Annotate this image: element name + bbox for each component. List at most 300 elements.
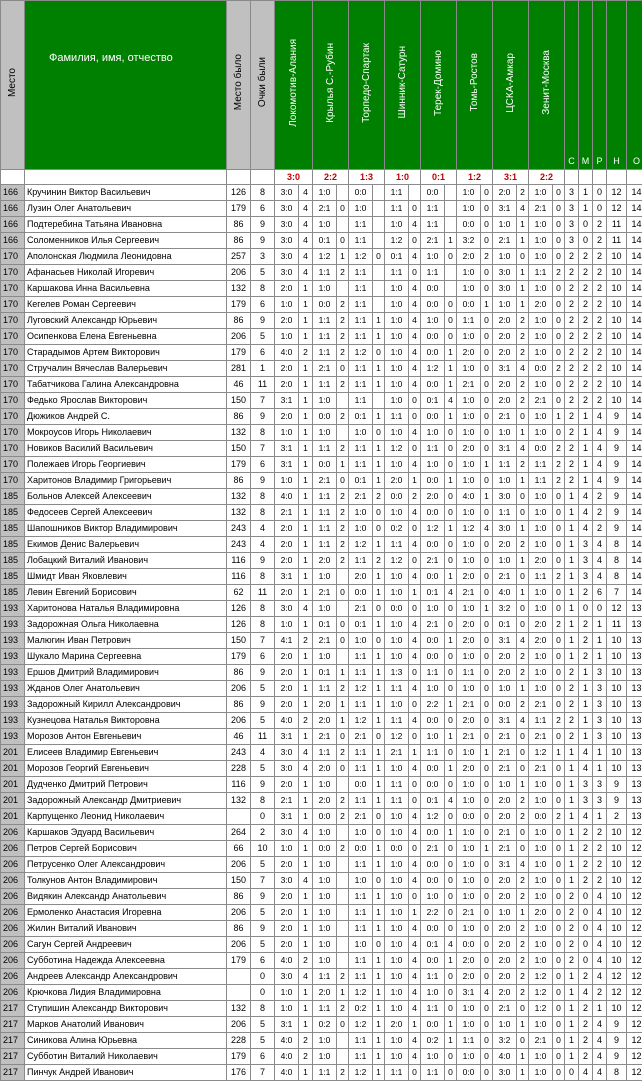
row-prediction: 0:0	[421, 329, 445, 345]
row-stat: 2	[579, 313, 593, 329]
row-prediction-points: 0	[337, 585, 349, 601]
row-prediction: 2:0	[275, 313, 299, 329]
row-stat: 2	[565, 441, 579, 457]
row-prediction: 2:0	[493, 953, 517, 969]
row-prediction: 1:0	[313, 217, 337, 233]
row-name: Шукало Марина Сергеевна	[25, 649, 227, 665]
row-prediction-points	[337, 649, 349, 665]
row-prediction: 1:0	[529, 521, 553, 537]
row-prev-points: 9	[251, 777, 275, 793]
row-stat: 2	[565, 297, 579, 313]
row-prediction-points: 2	[517, 393, 529, 409]
row-prediction: 1:0	[275, 841, 299, 857]
row-prediction: 0:0	[421, 345, 445, 361]
row-prev-place: 132	[227, 1001, 251, 1017]
row-stat: 10	[607, 761, 627, 777]
row-stat: 0	[579, 921, 593, 937]
row-prediction-points: 4	[299, 873, 313, 889]
row-prediction-points: 2	[337, 521, 349, 537]
row-prediction: 2:1	[313, 585, 337, 601]
table-row	[1, 377, 642, 393]
row-stat: 14	[627, 553, 642, 569]
row-stat: 1	[579, 729, 593, 745]
row-prev-points: 5	[251, 681, 275, 697]
row-place: 217	[1, 1033, 25, 1049]
row-prediction-points: 1	[299, 457, 313, 473]
row-prediction-points: 4	[299, 217, 313, 233]
row-stat: 11	[607, 217, 627, 233]
row-place: 170	[1, 361, 25, 377]
row-prediction-points	[373, 265, 385, 281]
row-stat: 4	[593, 553, 607, 569]
row-stat: 10	[607, 889, 627, 905]
row-prediction: 2:0	[493, 329, 517, 345]
row-place: 206	[1, 985, 25, 1001]
row-stat: 14	[627, 281, 642, 297]
row-prediction: 1:0	[385, 377, 409, 393]
row-prediction-points: 0	[517, 745, 529, 761]
row-prediction: 2:0	[493, 793, 517, 809]
row-prediction: 1:0	[457, 329, 481, 345]
row-prediction-points: 1	[481, 841, 493, 857]
row-prediction: 1:0	[313, 1049, 337, 1065]
row-prediction-points: 2	[553, 441, 565, 457]
row-prediction: 1:0	[313, 857, 337, 873]
row-prediction: 0:0	[421, 825, 445, 841]
row-stat: 14	[627, 329, 642, 345]
row-prediction: 1:1	[529, 473, 553, 489]
row-prediction: 2:1	[275, 505, 299, 521]
row-stat: 3	[579, 553, 593, 569]
row-prediction: 3:0	[493, 489, 517, 505]
row-place: 170	[1, 281, 25, 297]
row-prediction-points: 0	[481, 761, 493, 777]
row-place: 201	[1, 793, 25, 809]
row-prediction-points: 0	[481, 569, 493, 585]
row-prediction-points: 1	[445, 697, 457, 713]
row-prediction: 1:0	[529, 937, 553, 953]
row-prev-points: 0	[251, 969, 275, 985]
table-row	[1, 569, 642, 585]
row-prediction-points: 1	[299, 777, 313, 793]
row-prediction: 1:0	[457, 857, 481, 873]
row-stat: 4	[593, 905, 607, 921]
row-prediction: 2:0	[421, 489, 445, 505]
row-prediction: 1:2	[349, 345, 373, 361]
table-row	[1, 1017, 642, 1033]
row-prediction-points: 2	[337, 745, 349, 761]
row-stat: 12	[627, 1065, 642, 1081]
row-prediction: 1:0	[385, 1049, 409, 1065]
row-place: 166	[1, 233, 25, 249]
row-prev-points: 7	[251, 441, 275, 457]
row-prev-place: 206	[227, 265, 251, 281]
row-stat: 14	[627, 233, 642, 249]
row-name: Старадымов Артем Викторович	[25, 345, 227, 361]
row-prediction: 1:1	[385, 793, 409, 809]
row-prediction-points	[445, 185, 457, 201]
row-stat: 10	[607, 265, 627, 281]
table-row	[1, 729, 642, 745]
row-stat: 10	[607, 745, 627, 761]
row-prediction-points: 2	[337, 841, 349, 857]
row-prediction-points: 4	[517, 441, 529, 457]
row-stat: 2	[579, 969, 593, 985]
row-prediction-points	[445, 265, 457, 281]
row-prediction-points: 0	[409, 553, 421, 569]
row-prediction-points: 0	[445, 601, 457, 617]
row-prediction-points: 0	[481, 473, 493, 489]
header-match-0: Локомотив-Алания	[275, 1, 313, 170]
row-stat: 14	[627, 489, 642, 505]
row-prediction-points: 0	[481, 857, 493, 873]
row-place: 166	[1, 217, 25, 233]
row-prev-points: 11	[251, 585, 275, 601]
row-stat: 2	[565, 393, 579, 409]
row-prediction-points: 0	[445, 665, 457, 681]
row-prediction: 1:0	[349, 937, 373, 953]
row-stat: 4	[593, 441, 607, 457]
row-prediction-points: 2	[481, 249, 493, 265]
row-prediction-points: 1	[517, 1017, 529, 1033]
row-prediction: 2:0	[529, 633, 553, 649]
row-prediction: 3:0	[275, 969, 299, 985]
row-prediction: 2:0	[275, 281, 299, 297]
row-prediction-points: 4	[409, 1049, 421, 1065]
table-row	[1, 473, 642, 489]
table-row	[1, 761, 642, 777]
row-prediction-points: 1	[299, 697, 313, 713]
row-stat: 14	[627, 377, 642, 393]
row-prediction-points: 0	[553, 377, 565, 393]
row-prev-place: 179	[227, 297, 251, 313]
row-prediction-points	[337, 217, 349, 233]
row-stat: 1	[593, 617, 607, 633]
row-prediction-points: 0	[553, 633, 565, 649]
row-prediction: 2:0	[275, 553, 299, 569]
row-prev-place: 179	[227, 1049, 251, 1065]
row-prev-place: 206	[227, 857, 251, 873]
row-prev-points: 9	[251, 217, 275, 233]
row-prediction: 2:0	[493, 921, 517, 937]
row-stat: 14	[627, 457, 642, 473]
row-stat: 2	[593, 249, 607, 265]
row-prediction-points: 2	[337, 969, 349, 985]
row-prediction-points: 0	[481, 889, 493, 905]
row-stat: 8	[607, 537, 627, 553]
row-prediction-points: 1	[445, 233, 457, 249]
row-prediction: 3:1	[493, 713, 517, 729]
row-place: 193	[1, 633, 25, 649]
table-row	[1, 649, 642, 665]
row-prediction: 1:1	[313, 265, 337, 281]
row-stat: 1	[565, 521, 579, 537]
row-prediction: 1:0	[313, 569, 337, 585]
row-prediction: 3:1	[275, 457, 299, 473]
row-prediction-points: 0	[445, 921, 457, 937]
row-prediction-points: 1	[373, 761, 385, 777]
row-prediction-points: 1	[409, 905, 421, 921]
row-prediction: 1:0	[493, 473, 517, 489]
row-prediction-points: 0	[481, 393, 493, 409]
row-stat: 2	[593, 393, 607, 409]
row-prediction: 2:2	[421, 697, 445, 713]
row-prediction: 1:1	[349, 745, 373, 761]
row-stat: 1	[565, 873, 579, 889]
row-prediction: 1:0	[275, 297, 299, 313]
row-prediction: 1:1	[421, 969, 445, 985]
row-prediction-points: 2	[517, 793, 529, 809]
row-prediction-points: 2	[553, 713, 565, 729]
row-stat: 14	[627, 585, 642, 601]
row-prediction: 0:0	[349, 585, 373, 601]
row-prediction: 1:1	[529, 265, 553, 281]
row-prediction: 2:1	[457, 697, 481, 713]
row-stat: 8	[607, 1065, 627, 1081]
row-stat: 4	[593, 1017, 607, 1033]
table-row	[1, 665, 642, 681]
row-prediction: 2:0	[457, 617, 481, 633]
row-place: 166	[1, 201, 25, 217]
row-prediction-points: 4	[409, 1001, 421, 1017]
row-prediction-points: 1	[299, 681, 313, 697]
row-prediction-points: 2	[337, 345, 349, 361]
row-prediction: 0:0	[421, 281, 445, 297]
row-prediction: 1:1	[493, 505, 517, 521]
row-prediction: 3:0	[275, 233, 299, 249]
row-prediction-points: 4	[409, 361, 421, 377]
row-prediction: 1:1	[349, 233, 373, 249]
row-prev-points: 5	[251, 1033, 275, 1049]
row-prev-place: 86	[227, 233, 251, 249]
row-place: 206	[1, 921, 25, 937]
row-prediction-points: 2	[337, 265, 349, 281]
row-prediction: 0:0	[421, 857, 445, 873]
row-prediction-points: 1	[409, 473, 421, 489]
row-stat: 3	[593, 681, 607, 697]
row-prev-points: 8	[251, 1001, 275, 1017]
row-prediction-points: 0	[337, 761, 349, 777]
row-prev-points: 6	[251, 457, 275, 473]
row-prediction-points: 0	[481, 873, 493, 889]
row-stat: 12	[607, 969, 627, 985]
row-prediction: 1:0	[313, 281, 337, 297]
row-stat: 14	[627, 185, 642, 201]
row-place: 185	[1, 537, 25, 553]
row-prediction: 1:1	[313, 537, 337, 553]
row-prediction-points: 0	[517, 1001, 529, 1017]
row-prediction-points: 0	[481, 505, 493, 521]
row-stat: 9	[607, 777, 627, 793]
row-prediction-points: 1	[299, 489, 313, 505]
row-prediction-points: 4	[481, 521, 493, 537]
row-prev-place: 176	[227, 1065, 251, 1081]
row-prediction: 0:0	[349, 185, 373, 201]
row-prediction-points: 0	[373, 633, 385, 649]
row-prediction: 1:0	[457, 361, 481, 377]
table-row	[1, 617, 642, 633]
row-prediction-points	[445, 217, 457, 233]
row-prediction-points: 0	[481, 953, 493, 969]
row-prediction: 1:1	[313, 345, 337, 361]
row-prediction: 1:1	[385, 201, 409, 217]
row-stat: 0	[579, 889, 593, 905]
row-prediction-points: 1	[299, 1001, 313, 1017]
row-prediction: 1:0	[529, 857, 553, 873]
row-stat: 13	[627, 601, 642, 617]
row-stat: 2	[593, 489, 607, 505]
row-prediction-points: 0	[481, 777, 493, 793]
row-prediction: 1:1	[349, 905, 373, 921]
table-row	[1, 633, 642, 649]
row-prediction-points: 2	[517, 313, 529, 329]
row-prediction-points: 0	[553, 393, 565, 409]
row-prediction: 1:0	[457, 601, 481, 617]
row-stat: 9	[607, 1049, 627, 1065]
row-prev-place: 150	[227, 441, 251, 457]
row-prediction: 1:0	[457, 873, 481, 889]
row-prediction: 1:0	[529, 793, 553, 809]
row-name: Задорожный Александр Дмитриевич	[25, 793, 227, 809]
row-stat: 0	[593, 201, 607, 217]
row-prediction: 1:1	[385, 777, 409, 793]
table-row	[1, 969, 642, 985]
row-prediction: 1:0	[529, 825, 553, 841]
row-prev-place: 46	[227, 729, 251, 745]
row-prediction: 1:0	[529, 409, 553, 425]
row-prediction: 0:0	[421, 297, 445, 313]
row-prediction-points: 1	[373, 617, 385, 633]
row-place: 193	[1, 713, 25, 729]
row-prediction: 4:0	[275, 345, 299, 361]
row-prediction-points: 1	[373, 985, 385, 1001]
table-row	[1, 409, 642, 425]
row-prev-points: 5	[251, 1017, 275, 1033]
row-place: 206	[1, 953, 25, 969]
row-prediction: 1:0	[457, 457, 481, 473]
row-prediction: 1:0	[529, 1017, 553, 1033]
row-place: 170	[1, 457, 25, 473]
row-prediction-points: 0	[553, 777, 565, 793]
row-prediction: 1:0	[529, 217, 553, 233]
row-name: Марков Анатолий Иванович	[25, 1017, 227, 1033]
header-prev-place: Место было	[227, 1, 251, 170]
row-prediction: 1:1	[385, 265, 409, 281]
row-prediction-points: 1	[373, 569, 385, 585]
row-prediction-points: 1	[373, 1017, 385, 1033]
row-prev-points: 8	[251, 489, 275, 505]
row-prediction-points: 1	[481, 297, 493, 313]
row-prediction-points	[373, 297, 385, 313]
row-prediction-points: 1	[299, 793, 313, 809]
row-prediction: 1:2	[385, 441, 409, 457]
row-prev-points: 8	[251, 281, 275, 297]
row-prev-points: 4	[251, 521, 275, 537]
row-place: 170	[1, 345, 25, 361]
table-row	[1, 697, 642, 713]
row-stat: 6	[593, 585, 607, 601]
row-name: Морозов Георгий Евгеньевич	[25, 761, 227, 777]
row-stat: 12	[627, 873, 642, 889]
row-prediction-points: 0	[373, 521, 385, 537]
row-prediction-points: 2	[337, 313, 349, 329]
row-stat: 2	[593, 233, 607, 249]
row-stat: 13	[627, 697, 642, 713]
row-prev-points: 7	[251, 633, 275, 649]
row-stat: 0	[579, 937, 593, 953]
row-prediction: 0:0	[385, 841, 409, 857]
row-prediction-points: 0	[445, 889, 457, 905]
row-stat: 12	[627, 953, 642, 969]
row-prediction-points: 0	[445, 745, 457, 761]
row-prev-points: 8	[251, 793, 275, 809]
row-prediction: 1:1	[349, 953, 373, 969]
row-prediction-points: 2	[517, 537, 529, 553]
row-prev-place: 243	[227, 537, 251, 553]
row-prev-points: 5	[251, 937, 275, 953]
row-prediction-points: 1	[517, 777, 529, 793]
row-prediction-points: 1	[373, 329, 385, 345]
row-prediction: 1:2	[421, 521, 445, 537]
row-prediction: 0:2	[349, 1001, 373, 1017]
row-place: 217	[1, 1001, 25, 1017]
row-prediction: 0:0	[313, 409, 337, 425]
row-prediction-points: 0	[481, 1017, 493, 1033]
row-prediction-points: 1	[481, 457, 493, 473]
header-match-5: Томь-Ростов	[457, 1, 493, 170]
row-prediction: 1:2	[421, 809, 445, 825]
table-row	[1, 425, 642, 441]
row-stat: 3	[565, 201, 579, 217]
row-prediction: 2:0	[493, 649, 517, 665]
row-prediction: 0:1	[421, 937, 445, 953]
row-prediction-points: 2	[299, 1033, 313, 1049]
row-prediction: 2:1	[349, 489, 373, 505]
row-prev-place: 179	[227, 201, 251, 217]
row-prediction-points: 0	[481, 201, 493, 217]
table-row	[1, 985, 642, 1001]
row-prediction-points: 4	[299, 761, 313, 777]
row-stat: 1	[579, 697, 593, 713]
row-prediction: 1:1	[349, 1033, 373, 1049]
row-prediction-points: 1	[481, 745, 493, 761]
row-place: 185	[1, 553, 25, 569]
row-place: 170	[1, 441, 25, 457]
row-stat: 1	[593, 809, 607, 825]
table-row	[1, 905, 642, 921]
row-prediction: 3:0	[493, 1065, 517, 1081]
row-prediction-points: 1	[373, 1049, 385, 1065]
row-stat: 0	[565, 1065, 579, 1081]
row-prediction: 4:0	[275, 1065, 299, 1081]
row-stat: 12	[627, 1001, 642, 1017]
row-stat: 2	[565, 713, 579, 729]
row-stat: 1	[565, 585, 579, 601]
row-prediction-points: 2	[553, 473, 565, 489]
row-stat: 2	[579, 873, 593, 889]
row-prediction-points: 4	[299, 825, 313, 841]
row-stat: 14	[627, 217, 642, 233]
row-stat: 2	[565, 249, 579, 265]
row-stat: 14	[627, 441, 642, 457]
table-row	[1, 937, 642, 953]
row-prediction: 1:0	[313, 953, 337, 969]
row-name: Шмидт Иван Яковлевич	[25, 569, 227, 585]
row-prediction: 2:1	[529, 393, 553, 409]
row-prediction-points: 0	[373, 809, 385, 825]
row-prediction: 1:0	[457, 777, 481, 793]
row-prediction-points: 2	[373, 553, 385, 569]
